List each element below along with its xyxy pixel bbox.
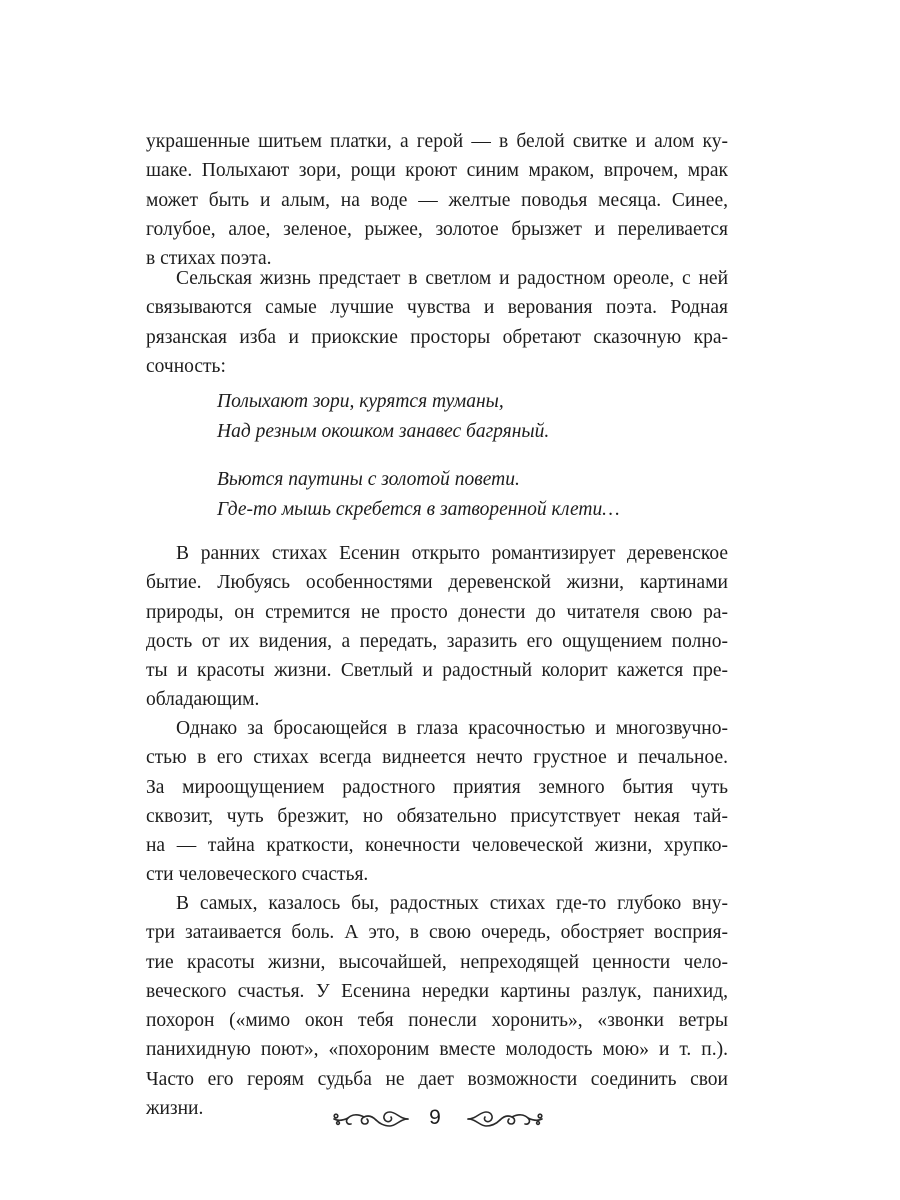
text-line: связываются самые лучшие чувства и верования поэта. Родная (146, 297, 728, 319)
text-line: За мироощущением радостного приятия земного бытия чуть (146, 776, 728, 798)
verse-line: Полыхают зори, курятся туманы, (217, 391, 504, 412)
verse-stanza-2 (217, 465, 717, 524)
text-line: обладающим. (146, 689, 260, 711)
paragraph-1 (146, 127, 728, 273)
text-line: Однако за бросающейся в глаза красочностью и многозвучно- (176, 718, 728, 739)
text-line: В ранних стихах Есенин открыто романтизирует деревенское (176, 543, 728, 564)
text-line: в стихах поэта. (146, 248, 272, 270)
page-footer (0, 1098, 900, 1142)
text-line: стью в его стихах всегда виднеется нечто грустное и печальное. (146, 747, 728, 769)
paragraph-4 (146, 714, 728, 890)
text-line: Часто его героям судьба не дает возможности соединить свои (146, 1068, 728, 1090)
text-line: сквозит, чуть брезжит, но обязательно присутствует некая тай- (146, 805, 728, 827)
text-line: дость от их видения, а передать, заразить его ощущением полно- (146, 630, 728, 652)
text-line: голубое, алое, зеленое, рыжее, золотое брызжет и переливается (146, 218, 728, 240)
text-line: веческого счастья. У Есенина нередки картины разлук, панихид, (146, 980, 728, 1002)
text-line: украшенные шитьем платки, а герой — в белой свитке и алом ку- (146, 131, 728, 152)
text-line: на — тайна краткости, конечности человеческой жизни, хрупко- (146, 835, 728, 857)
paragraph-5 (146, 889, 728, 1123)
verse-line: Где-то мышь скребется в затворенной клети… (217, 498, 620, 520)
text-line: ты и красоты жизни. Светлый и радостный колорит кажется пре- (146, 660, 728, 682)
right-flourish-icon (466, 1104, 546, 1134)
verse-stanza-1 (217, 387, 717, 446)
text-line: тие красоты жизни, высочайшей, непреходящей ценности чело- (146, 951, 728, 973)
paragraph-3 (146, 539, 728, 715)
text-line: Сельская жизнь предстает в светлом и радостном ореоле, с ней (176, 268, 728, 289)
text-line: сти человеческого счастья. (146, 864, 369, 886)
text-line: сочность: (146, 355, 226, 377)
verse-line: Над резным окошком занавес багряный. (217, 420, 550, 442)
paragraph-2 (146, 264, 728, 381)
text-line: жизни. (146, 1098, 204, 1120)
verse-line: Вьются паутины с золотой повети. (217, 469, 520, 490)
left-flourish-icon (330, 1104, 410, 1134)
text-line: В самых, казалось бы, радостных стихах где-то глубоко вну- (176, 893, 728, 914)
text-line: похорон («мимо окон тебя понесли хоронить», «звонки ветры (146, 1010, 728, 1032)
text-line: бытие. Любуясь особенностями деревенской жизни, картинами (146, 572, 728, 594)
text-line: рязанская изба и приокские просторы обретают сказочную кра- (146, 326, 728, 348)
page-number: 9 (429, 1106, 441, 1129)
text-line: может быть и алым, на воде — желтые поводья месяца. Синее, (146, 189, 728, 211)
text-line: панихидную поют», «похороним вместе молодость мою» и т. п.). (146, 1039, 728, 1061)
text-line: шаке. Полыхают зори, рощи кроют синим мраком, впрочем, мрак (146, 160, 728, 182)
text-line: природы, он стремится не просто донести до читателя свою ра- (146, 601, 728, 623)
text-line: три затаивается боль. А это, в свою очередь, обостряет восприя- (146, 922, 728, 944)
